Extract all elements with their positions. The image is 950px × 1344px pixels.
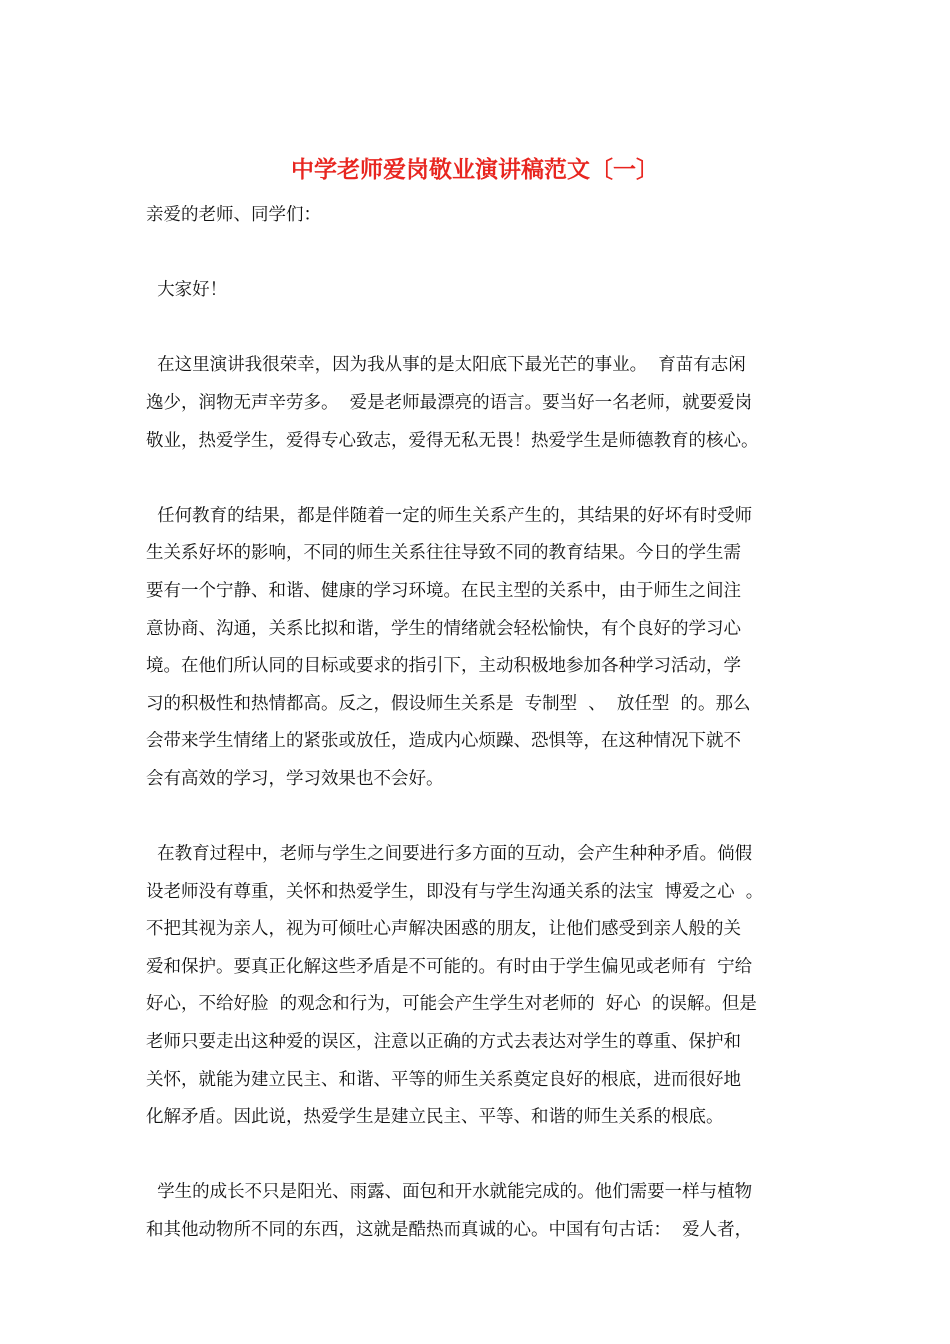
blank-line	[146, 1137, 808, 1175]
paragraph-line: 好心，不给好脸 的观念和行为，可能会产生学生对老师的 好心 的误解。但是	[146, 994, 757, 1015]
paragraph-line: 爱和保护。要真正化解这些矛盾是不可能的。有时由于学生偏见或老师有 宁给	[146, 956, 753, 977]
paragraph-2	[146, 498, 808, 799]
paragraph-line: 不把其视为亲人，视为可倾吐心声解决困惑的朋友，让他们感受到亲人般的关	[146, 919, 741, 940]
paragraph-4	[146, 1174, 808, 1249]
paragraph-line: 在教育过程中，老师与学生之间要进行多方面的互动，会产生种种矛盾。倘假	[146, 844, 753, 865]
document-body	[146, 197, 808, 1250]
paragraph-line: 习的积极性和热情都高。反之，假设师生关系是 专制型 、 放任型 的。那么	[146, 693, 751, 714]
paragraph-line: 会带来学生情绪上的紧张或放任，造成内心烦躁、恐惧等，在这种情况下就不	[146, 731, 741, 752]
blank-line	[146, 460, 808, 498]
paragraph-line: 在这里演讲我很荣幸，因为我从事的是太阳底下最光芒的事业。 育苗有志闲	[146, 355, 746, 376]
paragraph-3	[146, 836, 808, 1137]
blank-line	[146, 310, 808, 348]
paragraph-line: 意协商、沟通，关系比拟和谐，学生的情绪就会轻松愉快，有个良好的学习心	[146, 618, 741, 639]
paragraph-line: 境。在他们所认同的目标或要求的指引下，主动积极地参加各种学习活动，学	[146, 656, 741, 677]
paragraph-line: 化解矛盾。因此说，热爱学生是建立民主、平等、和谐的师生关系的根底。	[146, 1107, 724, 1128]
salutation: 亲爱的老师、同学们：	[146, 205, 321, 225]
blank-line	[146, 799, 808, 837]
paragraph-line: 老师只要走出这种爱的误区，注意以正确的方式去表达对学生的尊重、保护和	[146, 1032, 741, 1053]
paragraph-line: 会有高效的学习，学习效果也不会好。	[146, 768, 444, 789]
paragraph-line: 设老师没有尊重，关怀和热爱学生，即没有与学生沟通关系的法宝 博爱之心 。	[146, 881, 764, 902]
paragraph-line: 要有一个宁静、和谐、健康的学习环境。在民主型的关系中，由于师生之间注	[146, 580, 741, 601]
paragraph-line: 敬业，热爱学生，爱得专心致志，爱得无私无畏！热爱学生是师德教育的核心。	[146, 430, 759, 451]
paragraph-1	[146, 347, 808, 460]
paragraph-line: 生关系好坏的影响，不同的师生关系往往导致不同的教育结果。今日的学生需	[146, 543, 741, 564]
greeting: 大家好！	[146, 280, 228, 301]
paragraph-line: 关怀，就能为建立民主、和谐、平等的师生关系奠定良好的根底，进而很好地	[146, 1069, 741, 1090]
document-title: 中学老师爱岗敬业演讲稿范文〔一〕	[291, 156, 659, 183]
paragraph-line: 任何教育的结果，都是伴随着一定的师生关系产生的，其结果的好坏有时受师	[146, 505, 753, 526]
paragraph-line: 学生的成长不只是阳光、雨露、面包和开水就能完成的。他们需要一样与植物	[146, 1182, 753, 1203]
paragraph-line: 逸少，润物无声辛劳多。 爱是老师最漂亮的语言。要当好一名老师，就要爱岗	[146, 392, 753, 413]
paragraph-line: 和其他动物所不同的东西，这就是酷热而真诚的心。中国有句古话： 爱人者，	[146, 1220, 753, 1241]
blank-line	[146, 235, 808, 273]
